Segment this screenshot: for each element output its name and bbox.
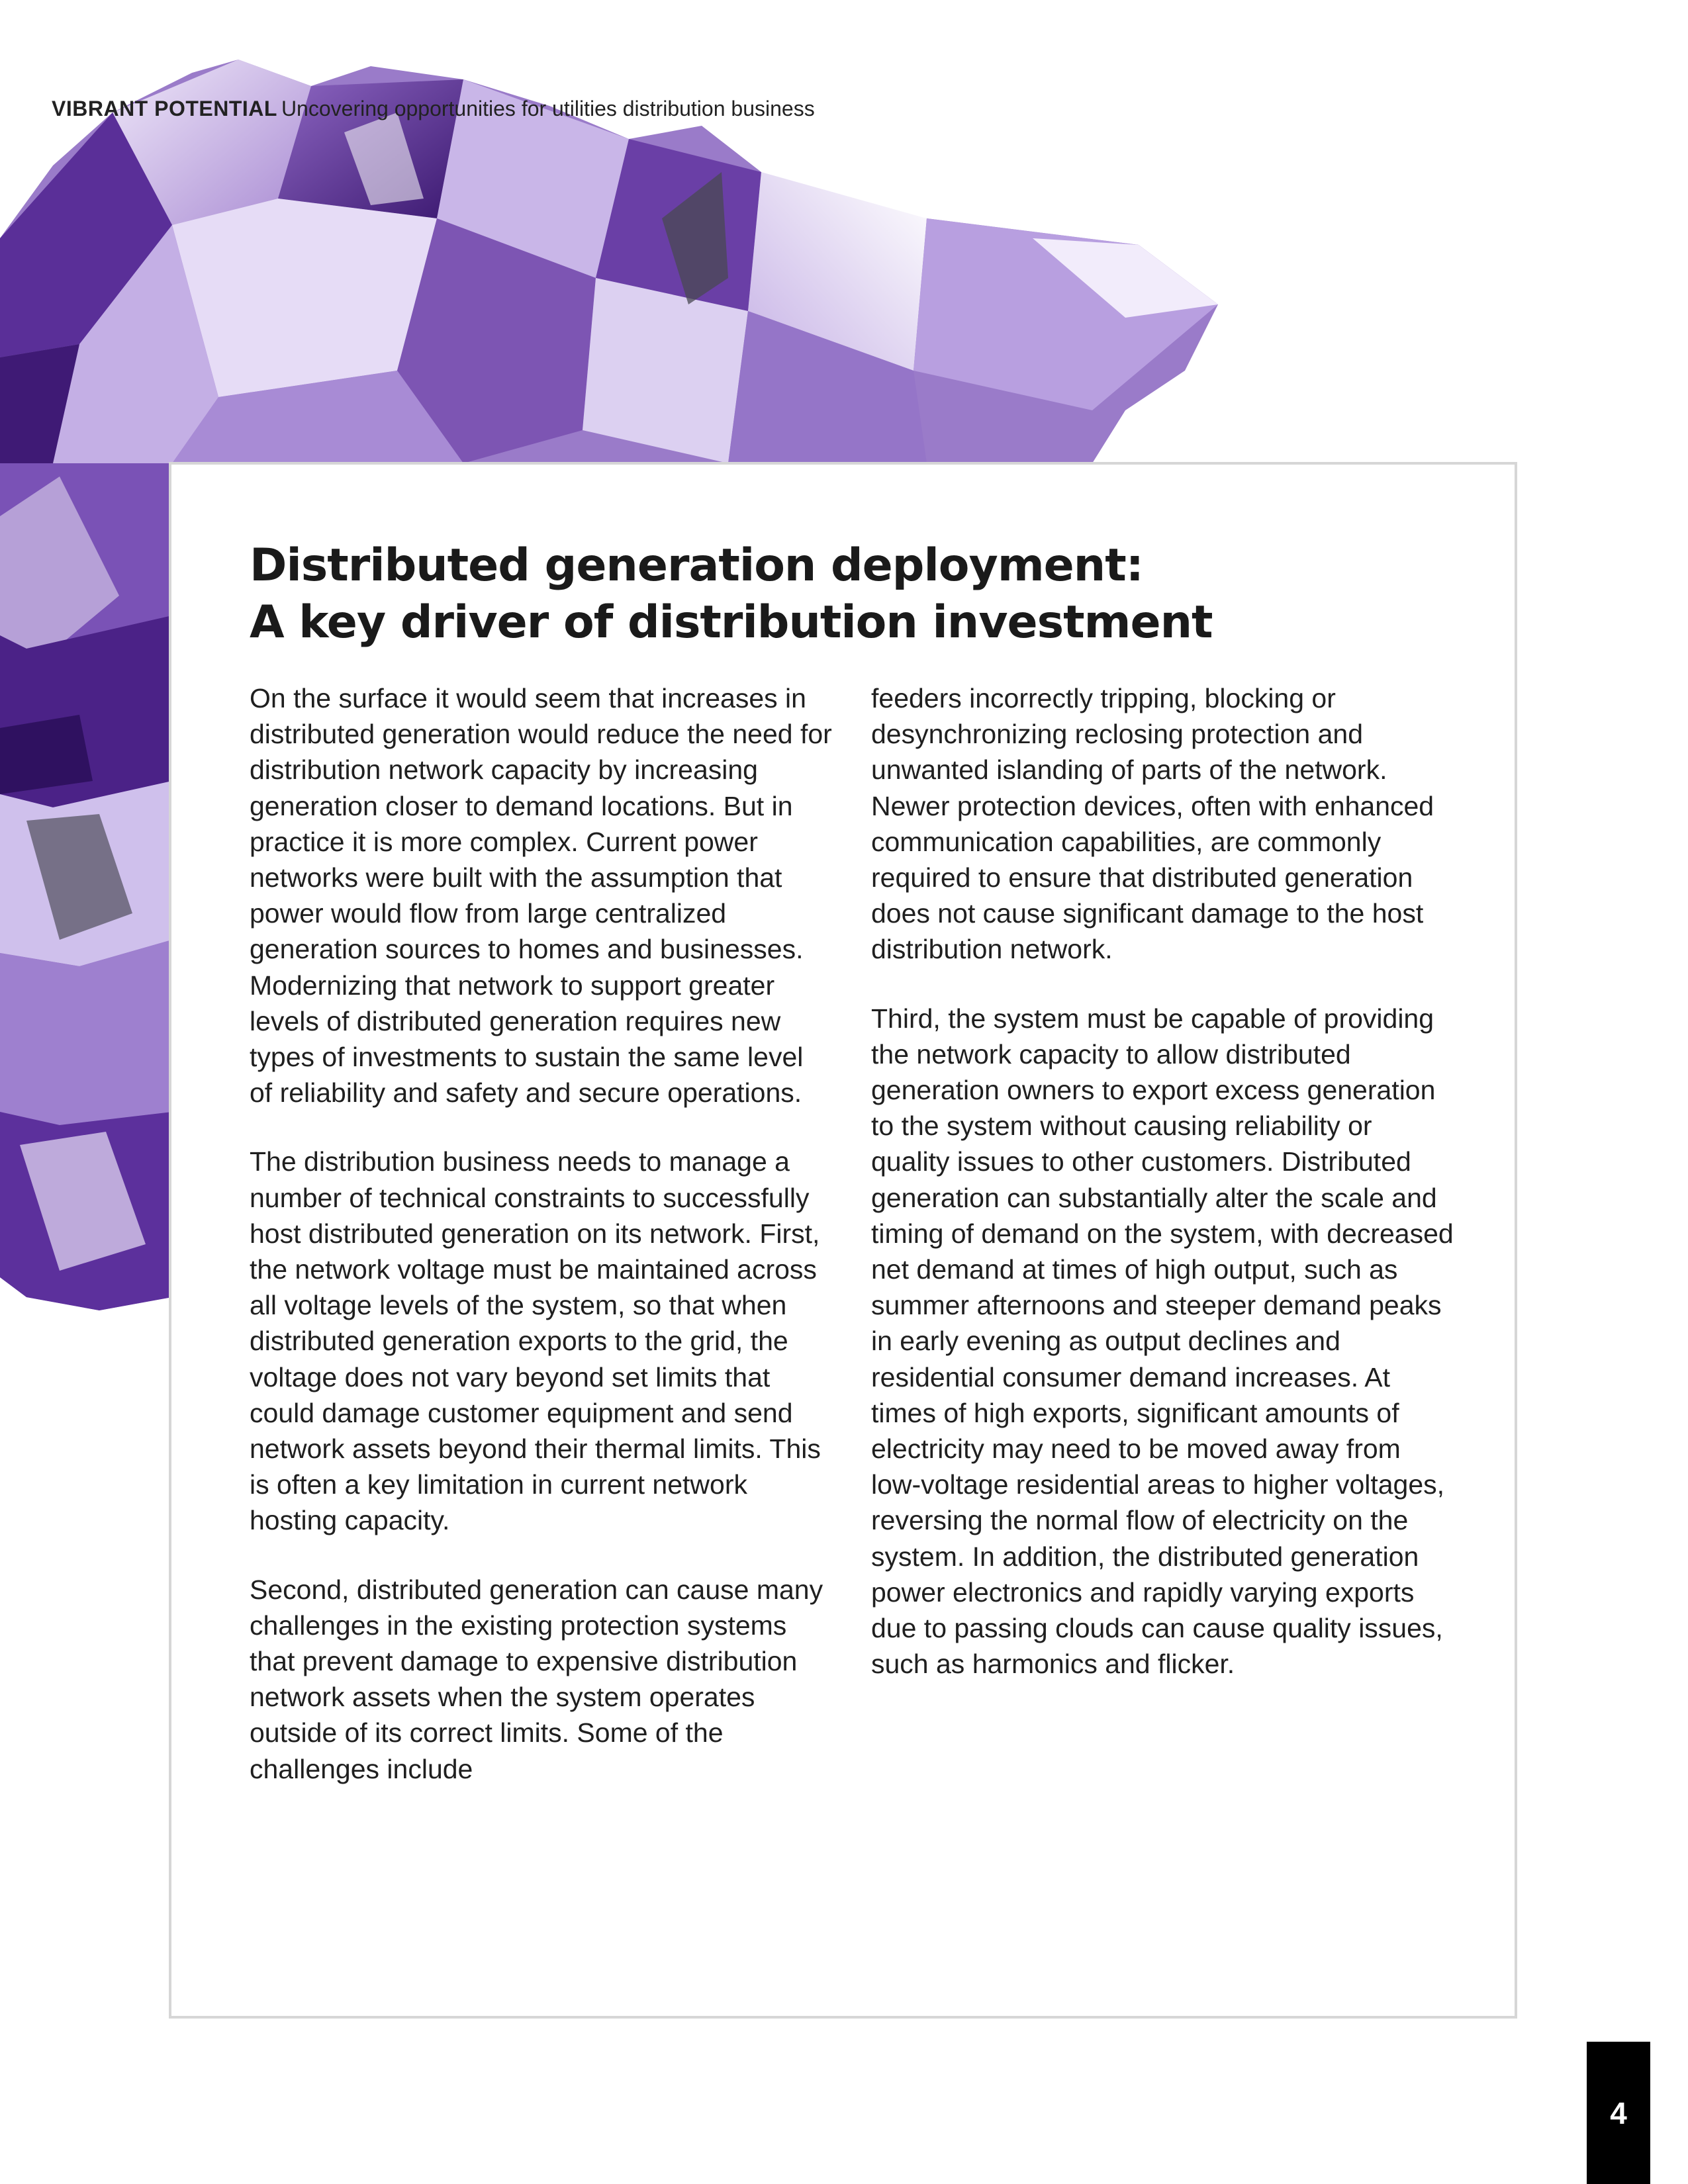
article-title bbox=[250, 537, 1441, 651]
title-line-1: Distributed generation deployment: bbox=[250, 539, 1143, 592]
header-brand: VIBRANT POTENTIAL bbox=[52, 97, 277, 120]
paragraph: The distribution business needs to manage a number of technical constraints to successfully host distributed generation on its network. First, the network voltage must be maintained across all voltage levels of the system, so that when distributed generation exports to the grid, the voltage does not vary beyond set limits that could damage customer equipment and send network assets beyond their thermal limits. This is often a key limitation in current network hosting capacity. bbox=[250, 1146, 821, 1536]
right-column bbox=[871, 680, 1454, 1715]
paragraph: Third, the system must be capable of providing the network capacity to allow distributed generation owners to export excess generation to the system without causing reliability or quality issues to other customers. Distributed generation can substantially alter the scale and timing of demand on the system, with decreased net demand at times of high output, such as summer afternoons and steeper demand peaks in early evening as output declines and residential consumer demand increases. At times of high exports, significant amounts of electricity may need to be moved away from low-voltage residential areas to higher voltages, reversing the normal flow of electricity on the system. In addition, the distributed generation power electronics and rapidly varying exports due to passing clouds can cause quality issues, such as harmonics and flicker. bbox=[871, 1003, 1454, 1680]
page-number: 4 bbox=[1587, 2042, 1650, 2184]
article-box bbox=[169, 462, 1517, 2019]
paragraph: Second, distributed generation can cause many challenges in the existing protection systems that prevent damage to expensive distribution network assets when the system operates outside of its correct limits. Some of the challenges include bbox=[250, 1574, 823, 1784]
paragraph: feeders incorrectly tripping, blocking or desynchronizing reclosing protection and unwanted islanding of parts of the network. Newer protection devices, often with enhanced communication capabilities, are commonly required to ensure that distributed generation does not cause significant damage to the host distribution network. bbox=[871, 683, 1434, 965]
header-subtitle: Uncovering opportunities for utilities distribution business bbox=[281, 97, 815, 120]
left-column bbox=[250, 680, 832, 1820]
running-header bbox=[52, 97, 815, 121]
title-line-2: A key driver of distribution investment bbox=[250, 596, 1213, 649]
paragraph: On the surface it would seem that increases in distributed generation would reduce the need for distribution network capacity by increasing generation closer to demand locations. But in practice it is more complex. Current power networks were built with the assumption that power would flow from large centralized generation sources to homes and businesses. Modernizing that network to support greater levels of distributed generation requires new types of investments to sustain the same level of reliability and safety and secure operations. bbox=[250, 683, 832, 1109]
